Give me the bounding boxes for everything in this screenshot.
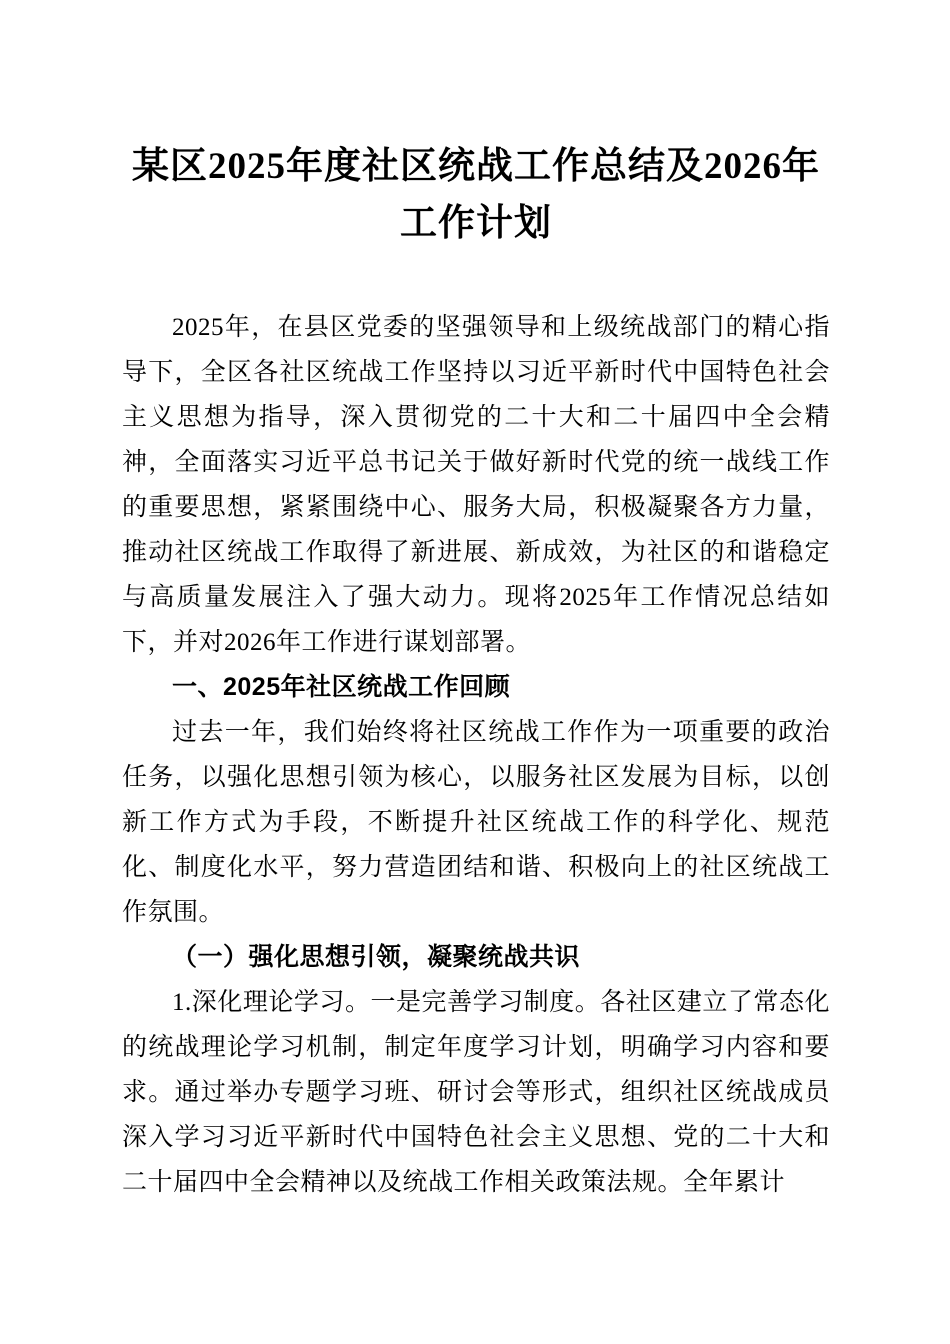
section-1-intro-paragraph: 过去一年，我们始终将社区统战工作作为一项重要的政治任务，以强化思想引领为核心，以服务社区发展为目标，以创新工作方式为手段，不断提升社区统战工作的科学化、规范化、制度化水平，努力营造团结和谐、积极向上的社区统战工作氛围。 (122, 718, 830, 926)
intro-paragraph: 2025年，在县区党委的坚强领导和上级统战部门的精心指导下，全区各社区统战工作坚持以习近平新时代中国特色社会主义思想为指导，深入贯彻党的二十大和二十届四中全会精神，全面落实习近平总书记关于做好新时代党的统一战线工作的重要思想，紧紧围绕中心、服务大局，积极凝聚各方力量，推动社区统战工作取得了新进展、新成效，为社区的和谐稳定与高质量发展注入了强大动力。现将2025年工作情况总结如下，并对2026年工作进行谋划部署。 (122, 313, 830, 656)
subsection-1-1-heading: （一）强化思想引领，凝聚统战共识 (172, 942, 581, 971)
section-1-heading: 一、2025年社区统战工作回顾 (172, 672, 511, 701)
document-title: 某区2025年度社区统战工作总结及2026年工作计划 (132, 146, 820, 245)
subsection-1-1-paragraph: 1.深化理论学习。一是完善学习制度。各社区建立了常态化的统战理论学习机制，制定年度学习计划，明确学习内容和要求。通过举办专题学习班、研讨会等形式，组织社区统战成员深入学习习近平新时代中国特色社会主义思想、党的二十大和二十届四中全会精神以及统战工作相关政策法规。全年累计 (122, 988, 830, 1196)
